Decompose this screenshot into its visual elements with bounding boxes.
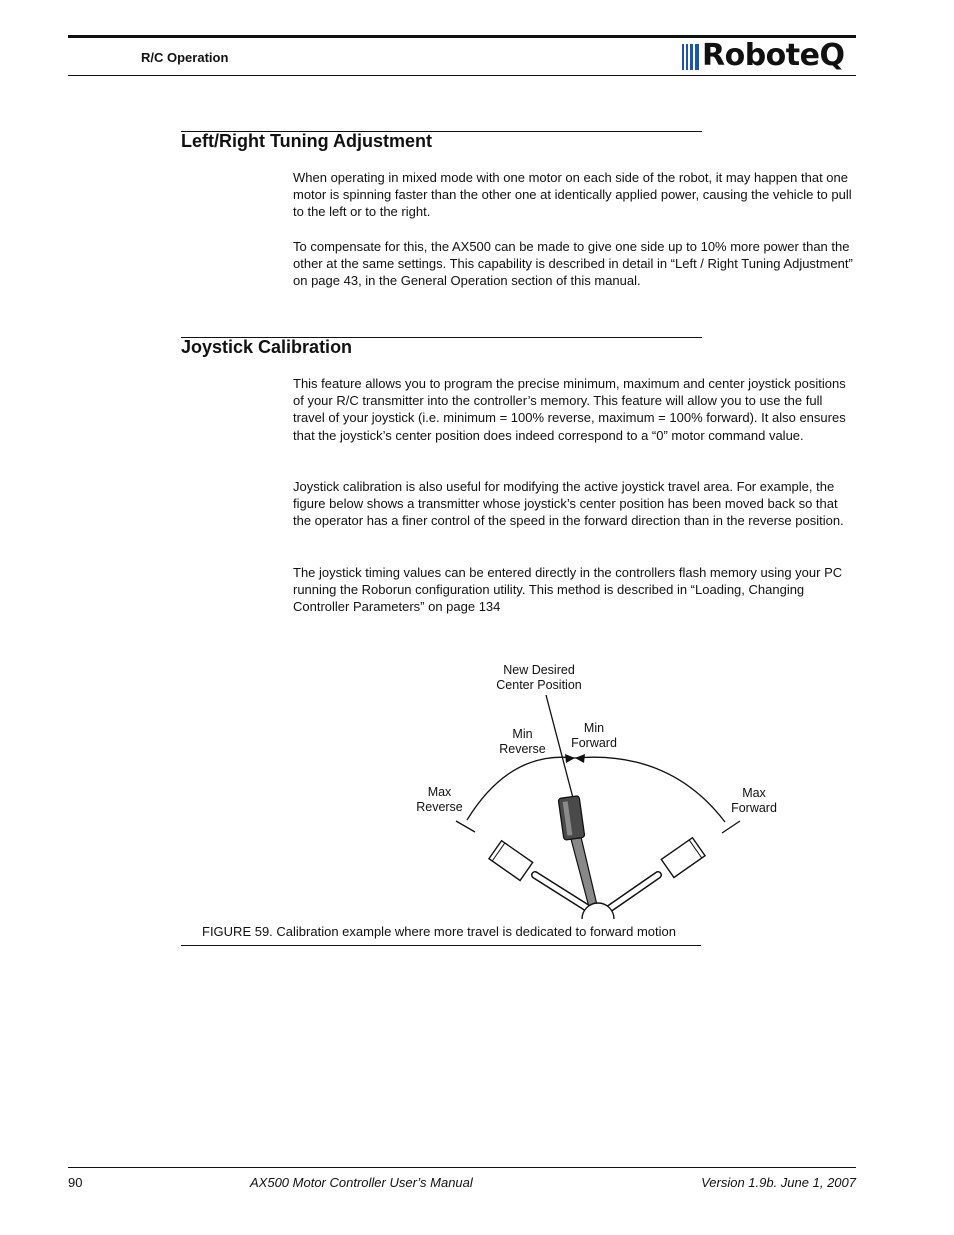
logo-bars-icon: [682, 44, 700, 70]
footer-manual-title: AX500 Motor Controller User’s Manual: [250, 1175, 473, 1190]
header-section-label: R/C Operation: [141, 50, 229, 65]
logo-text: RoboteQ: [702, 38, 845, 73]
forward-travel-arc: [575, 757, 725, 822]
arc-arrow-left-icon: [565, 754, 575, 763]
paragraph: To compensate for this, the AX500 can be made to give one side up to 10% more power than the other at the same settings. This capability is described in detail in “Left / Right Tuning Adjustment” on page 43, in the General Operation section of this manual.: [293, 239, 853, 289]
reverse-travel-arc: [467, 757, 575, 820]
label-line: Min: [583, 721, 605, 735]
label-line: Reverse: [499, 742, 546, 756]
label-line: Reverse: [416, 800, 463, 814]
arc-arrow-right-icon: [575, 754, 585, 763]
footer-version: Version 1.9b. June 1, 2007: [701, 1175, 856, 1190]
max-forward-tick: [722, 821, 740, 833]
label-min-reverse: [490, 727, 555, 757]
header-rule-thin: [68, 75, 856, 76]
label-line: New Desired: [503, 663, 575, 677]
page-number: 90: [68, 1175, 83, 1190]
max-reverse-tick: [456, 821, 475, 832]
joystick-calibration-figure: [400, 655, 780, 925]
label-min-forward: [561, 721, 627, 751]
label-line: Forward: [731, 801, 777, 815]
label-line: Center Position: [496, 678, 582, 692]
caption-rule: [181, 945, 701, 946]
heading-joystick-calibration: Joystick Calibration: [181, 337, 353, 357]
heading-left-right-tuning: Left/Right Tuning Adjustment: [181, 131, 432, 151]
paragraph: The joystick timing values can be entered directly in the controllers flash memory using your PC running the Roborun configuration utility. This method is described in “Loading, Changing Controller Parameters” on page 134: [293, 565, 843, 615]
label-new-desired-center: [483, 663, 595, 693]
label-line: Forward: [571, 736, 617, 750]
label-line: Min: [512, 727, 533, 741]
right-stick-knob: [661, 838, 705, 878]
figure-caption: FIGURE 59. Calibration example where more travel is dedicated to forward motion: [202, 924, 676, 939]
paragraph: This feature allows you to program the precise minimum, maximum and center joystick positions of your R/C transmitter into the controller’s memory. This feature will allow you to use the full travel of your joystick (i.e. minimum = 100% reverse, maximum = 100% forward). It also ensures that the joystick’s center position does indeed correspond to a “0” motor command value.: [293, 376, 846, 443]
left-stick-knob: [489, 841, 533, 881]
footer-rule: [68, 1167, 856, 1168]
label-max-reverse: [407, 785, 472, 815]
paragraph: Joystick calibration is also useful for modifying the active joystick travel area. For example, the figure below shows a transmitter whose joystick’s center position has been moved back so that the operator has a finer control of the speed in the forward direction than in the reverse position.: [293, 479, 844, 529]
paragraph: When operating in mixed mode with one motor on each side of the robot, it may happen that one motor is spinning faster than the other one at identically applied power, causing the vehicle to pull to the left or to the right.: [293, 170, 852, 220]
label-line: Max: [427, 785, 452, 799]
center-stick-knob: [558, 796, 585, 841]
roboteq-logo: [682, 40, 858, 74]
label-max-forward: [720, 786, 788, 816]
label-line: Max: [742, 786, 766, 800]
